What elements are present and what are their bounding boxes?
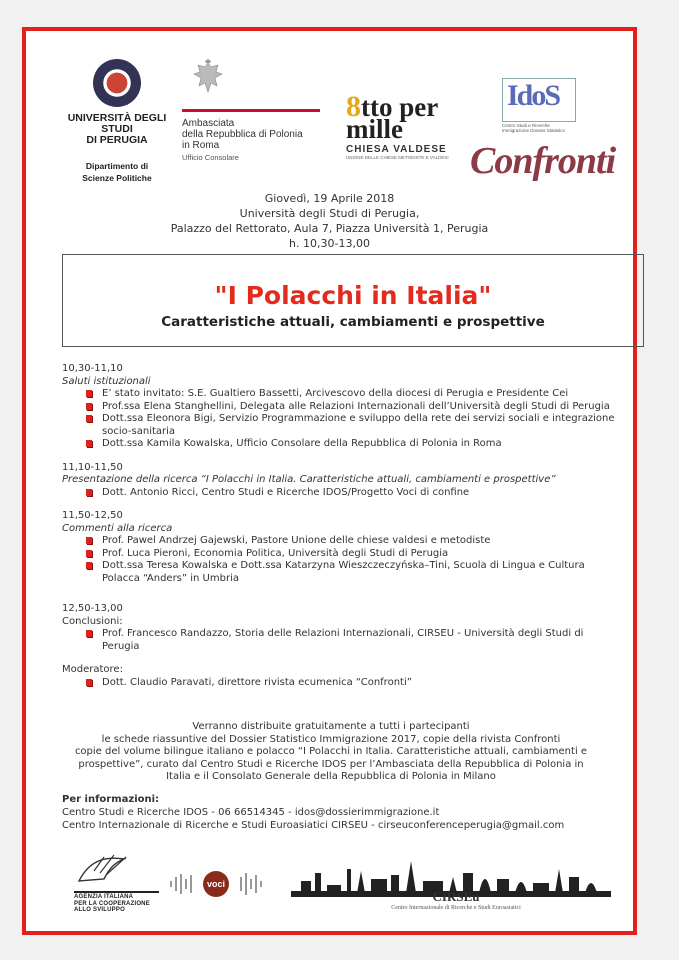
speaker-item: Dott.ssa Teresa Kowalska e Dott.ssa Katarzyna Wieszczeczyńska–Tini, Scuola di Lingua e Cultura Polacca “Anders” in Umbria xyxy=(84,560,622,585)
ottopermille-logo xyxy=(346,90,456,160)
ottopermille-tagline: UNIONE DELLE CHIESE METODISTE E VALDESI xyxy=(346,155,449,160)
speaker-item: E’ stato invitato: S.E. Gualtiero Bassetti, Arcivescovo della diocesi di Perugia e Presidente Cei xyxy=(84,388,622,401)
contact-info xyxy=(62,793,642,832)
eagle-icon xyxy=(192,59,224,97)
chiesa-valdese-label: CHIESA VALDESE xyxy=(346,144,447,155)
program-slot xyxy=(62,462,622,500)
ottopermille-wordmark: 8tto per mille xyxy=(346,90,438,144)
program-slot xyxy=(62,363,622,451)
idos-box xyxy=(502,78,576,122)
unipg-name: UNIVERSITÀ DEGLI STUDI DI PERUGIA xyxy=(67,112,167,146)
confronti-logo: Confronti xyxy=(470,140,616,182)
event-place-1: Università degli Studi di Perugia, xyxy=(239,207,420,220)
title-box xyxy=(62,254,644,347)
unipg-seal-icon xyxy=(93,59,141,107)
speaker-item: Dott. Antonio Ricci, Centro Studi e Ricerche IDOS/Progetto Voci di confine xyxy=(84,487,622,500)
unipg-department: Dipartimento di Scienze Politiche xyxy=(82,161,152,183)
embassy-logo xyxy=(182,59,322,162)
speaker-item: Prof.ssa Elena Stanghellini, Delegata alle Relazioni Internazionali dell’Università degli Studi di Perugia xyxy=(84,401,622,414)
idos-caption: Centro Studi e Ricerche Immigrazione Dossier Statistico xyxy=(502,123,566,133)
slot-heading: Commenti alla ricerca xyxy=(62,522,173,534)
slot-time: 10,30-11,10 xyxy=(62,363,123,374)
embassy-red-bar xyxy=(182,109,320,112)
slot-heading: Presentazione della ricerca “I Polacchi in Italia. Caratteristiche attuali, cambiamenti e prospettive” xyxy=(62,474,556,485)
slot-heading: Conclusioni: xyxy=(62,615,123,627)
event-title: "I Polacchi in Italia" xyxy=(214,281,492,310)
contact-idos: Centro Studi e Ricerche IDOS - 06 66514345 - idos@dossierimmigrazione.it xyxy=(62,807,440,818)
program xyxy=(62,363,622,700)
embassy-name: Ambasciata della Repubblica di Polonia in Roma xyxy=(182,118,303,151)
slot-heading: Moderatore: xyxy=(62,664,123,675)
contact-cirseu: Centro Internazionale di Ricerche e Studi Euroasiatici CIRSEU - cirseuconferenceperugia@gmail.com xyxy=(62,820,565,831)
slot-time: 11,10-11,50 xyxy=(62,461,123,473)
embassy-office: Ufficio Consolare xyxy=(182,153,239,162)
event-hours: h. 10,30-13,00 xyxy=(289,237,370,250)
speaker-item: Prof. Luca Pieroni, Economia Politica, Università degli Studi di Perugia xyxy=(84,548,622,561)
aics-name: AGENZIA ITALIANA PER LA COOPERAZIONE ALLO SVILUPPO xyxy=(74,891,159,914)
event-venue xyxy=(26,191,633,251)
event-place-2: Palazzo del Rettorato, Aula 7, Piazza Università 1, Perugia xyxy=(170,222,489,235)
program-slot xyxy=(62,510,622,585)
speaker-item: Dott.ssa Eleonora Bigi, Servizio Programmazione e sviluppo della rete dei servizi sociali e integrazione socio-sanitaria xyxy=(84,413,622,438)
distribution-notice: Verranno distribuite gratuitamente a tutti i partecipanti le schede riassuntive del Dossier Statistico Immigrazione 2017, copie della rivista Confronti copie del volume bilingue italiano e polacco “I Polacchi in Italia. Caratteristiche attuali, cambiamenti e prospettive”, curato dal Centro Studi e Ricerche IDOS per l’Ambasciata della Repubblica di Polonia in Italia e il Consolato Generale della Repubblica di Polonia in Milano xyxy=(74,721,588,782)
cirseu-logo xyxy=(356,889,556,911)
speaker-item: Prof. Pawel Andrzej Gajewski, Pastore Unione delle chiese valdesi e metodiste xyxy=(84,535,622,548)
slot-time: 11,50-12,50 xyxy=(62,510,123,521)
aics-logo xyxy=(74,851,159,914)
voci-wordmark: voci xyxy=(206,879,226,889)
speaker-item: Dott.ssa Kamila Kowalska, Ufficio Consolare della Repubblica di Polonia in Roma xyxy=(84,438,622,451)
slot-heading: Saluti istituzionali xyxy=(62,375,151,387)
slot-time: 12,50-13,00 xyxy=(62,603,123,614)
program-slot xyxy=(62,603,622,653)
voci-di-confine-logo xyxy=(166,869,286,899)
idos-wordmark: IdoS xyxy=(507,79,560,112)
event-date: Giovedì, 19 Aprile 2018 xyxy=(264,192,395,205)
cirseu-fullname: Centro Internazionale di Ricerche e Studi Euroasiatici xyxy=(391,905,521,911)
event-subtitle: Caratteristiche attuali, cambiamenti e prospettive xyxy=(161,314,545,330)
contact-title: Per informazioni: xyxy=(62,794,160,805)
unipg-logo xyxy=(62,59,172,184)
cirseu-wordmark: CIRSEu xyxy=(432,889,480,904)
program-slot xyxy=(62,664,622,689)
dove-icon xyxy=(74,851,144,887)
speaker-item: Prof. Francesco Randazzo, Storia delle Relazioni Internazionali, CIRSEU - Università degli Studi di Perugia xyxy=(84,628,622,653)
flyer-sheet xyxy=(22,27,637,935)
speaker-item: Dott. Claudio Paravati, direttore rivista ecumenica “Confronti” xyxy=(84,677,622,690)
idos-logo xyxy=(502,78,577,133)
